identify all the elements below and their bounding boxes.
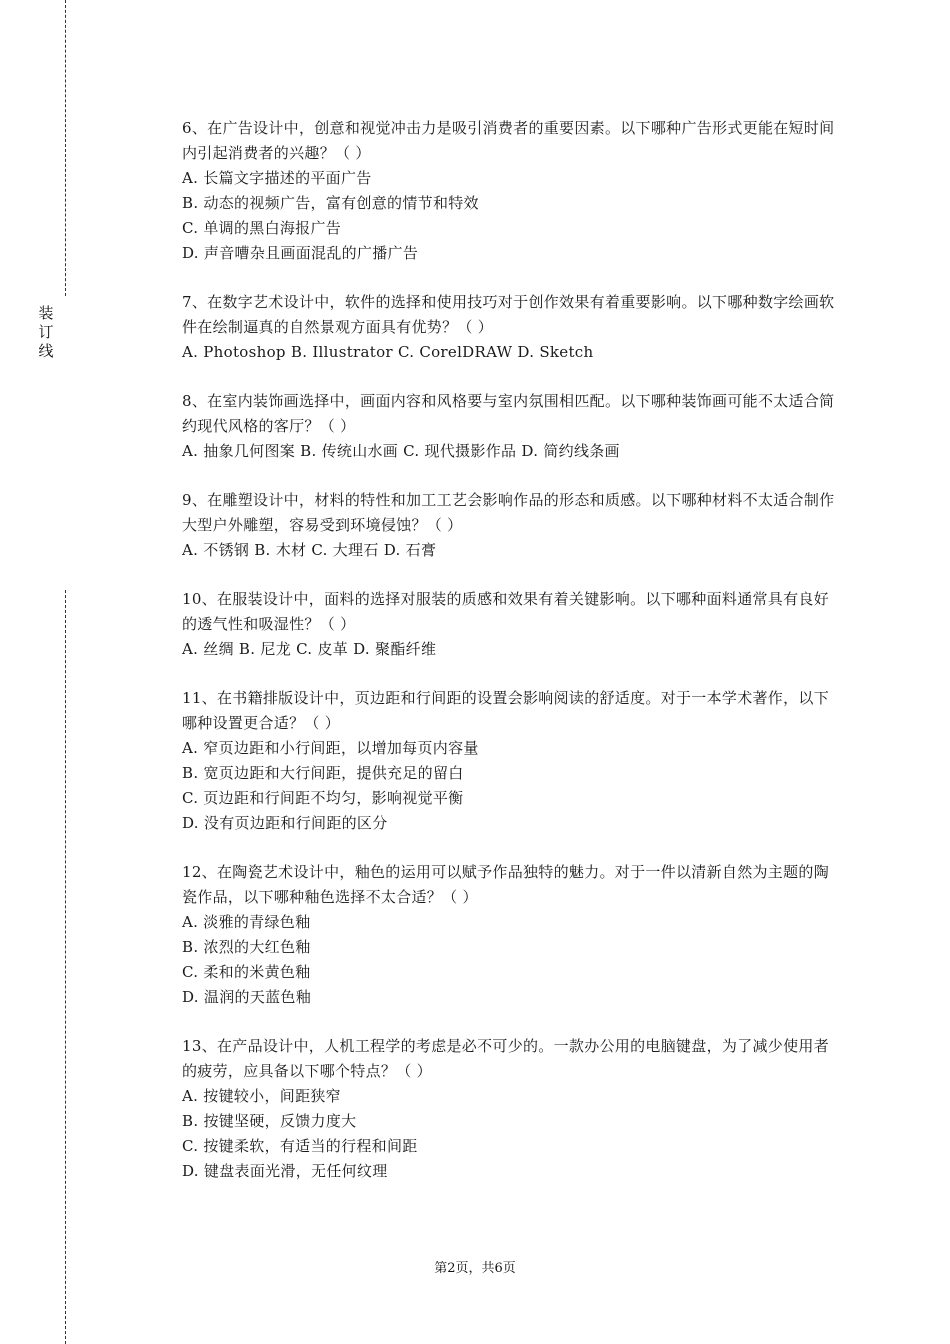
- question-block: [182, 116, 844, 266]
- question-text: 8、在室内装饰画选择中，画面内容和风格要与室内氛围相匹配。以下哪种装饰画可能不太适合简约现代风格的客厅？（ ）: [182, 392, 835, 435]
- question-block: [182, 488, 844, 563]
- answer-option: A. Photoshop B. Illustrator C. CorelDRAW D. Sketch: [182, 343, 594, 361]
- answer-option: C. 柔和的米黄色釉: [182, 963, 311, 981]
- answer-option: B. 动态的视频广告，富有创意的情节和特效: [182, 194, 479, 212]
- question-list: [182, 116, 844, 1208]
- question-block: [182, 860, 844, 1010]
- answer-option: A. 长篇文字描述的平面广告: [182, 169, 372, 187]
- answer-option: A. 抽象几何图案 B. 传统山水画 C. 现代摄影作品 D. 简约线条画: [182, 442, 620, 460]
- answer-option: B. 宽页边距和大行间距，提供充足的留白: [182, 764, 464, 782]
- binding-dashed-line-top: [65, 0, 66, 296]
- answer-option: A. 不锈钢 B. 木材 C. 大理石 D. 石膏: [182, 541, 437, 559]
- answer-option: D. 温润的天蓝色釉: [182, 988, 312, 1006]
- answer-option: D. 没有页边距和行间距的区分: [182, 814, 388, 832]
- answer-option: B. 按键坚硬，反馈力度大: [182, 1112, 357, 1130]
- answer-option: C. 页边距和行间距不均匀，影响视觉平衡: [182, 789, 464, 807]
- question-text: 12、在陶瓷艺术设计中，釉色的运用可以赋予作品独特的魅力。对于一件以清新自然为主题的陶瓷作品，以下哪种釉色选择不太合适？（ ）: [182, 863, 829, 906]
- question-block: [182, 587, 844, 662]
- answer-option: B. 浓烈的大红色釉: [182, 938, 311, 956]
- question-text: 11、在书籍排版设计中，页边距和行间距的设置会影响阅读的舒适度。对于一本学术著作，以下哪种设置更合适？（ ）: [182, 689, 829, 732]
- answer-option: A. 丝绸 B. 尼龙 C. 皮革 D. 聚酯纤维: [182, 640, 437, 658]
- question-block: [182, 389, 844, 464]
- answer-option: A. 窄页边距和小行间距，以增加每页内容量: [182, 739, 479, 757]
- question-text: 7、在数字艺术设计中，软件的选择和使用技巧对于创作效果有着重要影响。以下哪种数字绘画软件在绘制逼真的自然景观方面具有优势？（ ）: [182, 293, 835, 336]
- binding-line-label: 装订线: [38, 304, 54, 360]
- question-text: 13、在产品设计中，人机工程学的考虑是必不可少的。一款办公用的电脑键盘，为了减少使用者的疲劳，应具备以下哪个特点？（ ）: [182, 1037, 829, 1080]
- answer-option: A. 按键较小，间距狭窄: [182, 1087, 341, 1105]
- answer-option: A. 淡雅的青绿色釉: [182, 913, 311, 931]
- page-number-footer: 第2页，共6页: [434, 1261, 516, 1276]
- question-text: 9、在雕塑设计中，材料的特性和加工工艺会影响作品的形态和质感。以下哪种材料不太适合制作大型户外雕塑，容易受到环境侵蚀？（ ）: [182, 491, 835, 534]
- answer-option: C. 单调的黑白海报广告: [182, 219, 342, 237]
- question-block: [182, 290, 844, 365]
- answer-option: C. 按键柔软，有适当的行程和间距: [182, 1137, 418, 1155]
- question-block: [182, 686, 844, 836]
- question-text: 6、在广告设计中，创意和视觉冲击力是吸引消费者的重要因素。以下哪种广告形式更能在短时间内引起消费者的兴趣？（ ）: [182, 119, 835, 162]
- question-block: [182, 1034, 844, 1184]
- question-text: 10、在服装设计中，面料的选择对服装的质感和效果有着关键影响。以下哪种面料通常具有良好的透气性和吸湿性？（ ）: [182, 590, 829, 633]
- answer-option: D. 声音嘈杂且画面混乱的广播广告: [182, 244, 419, 262]
- binding-dashed-line-bottom: [65, 590, 66, 1344]
- answer-option: D. 键盘表面光滑，无任何纹理: [182, 1162, 388, 1180]
